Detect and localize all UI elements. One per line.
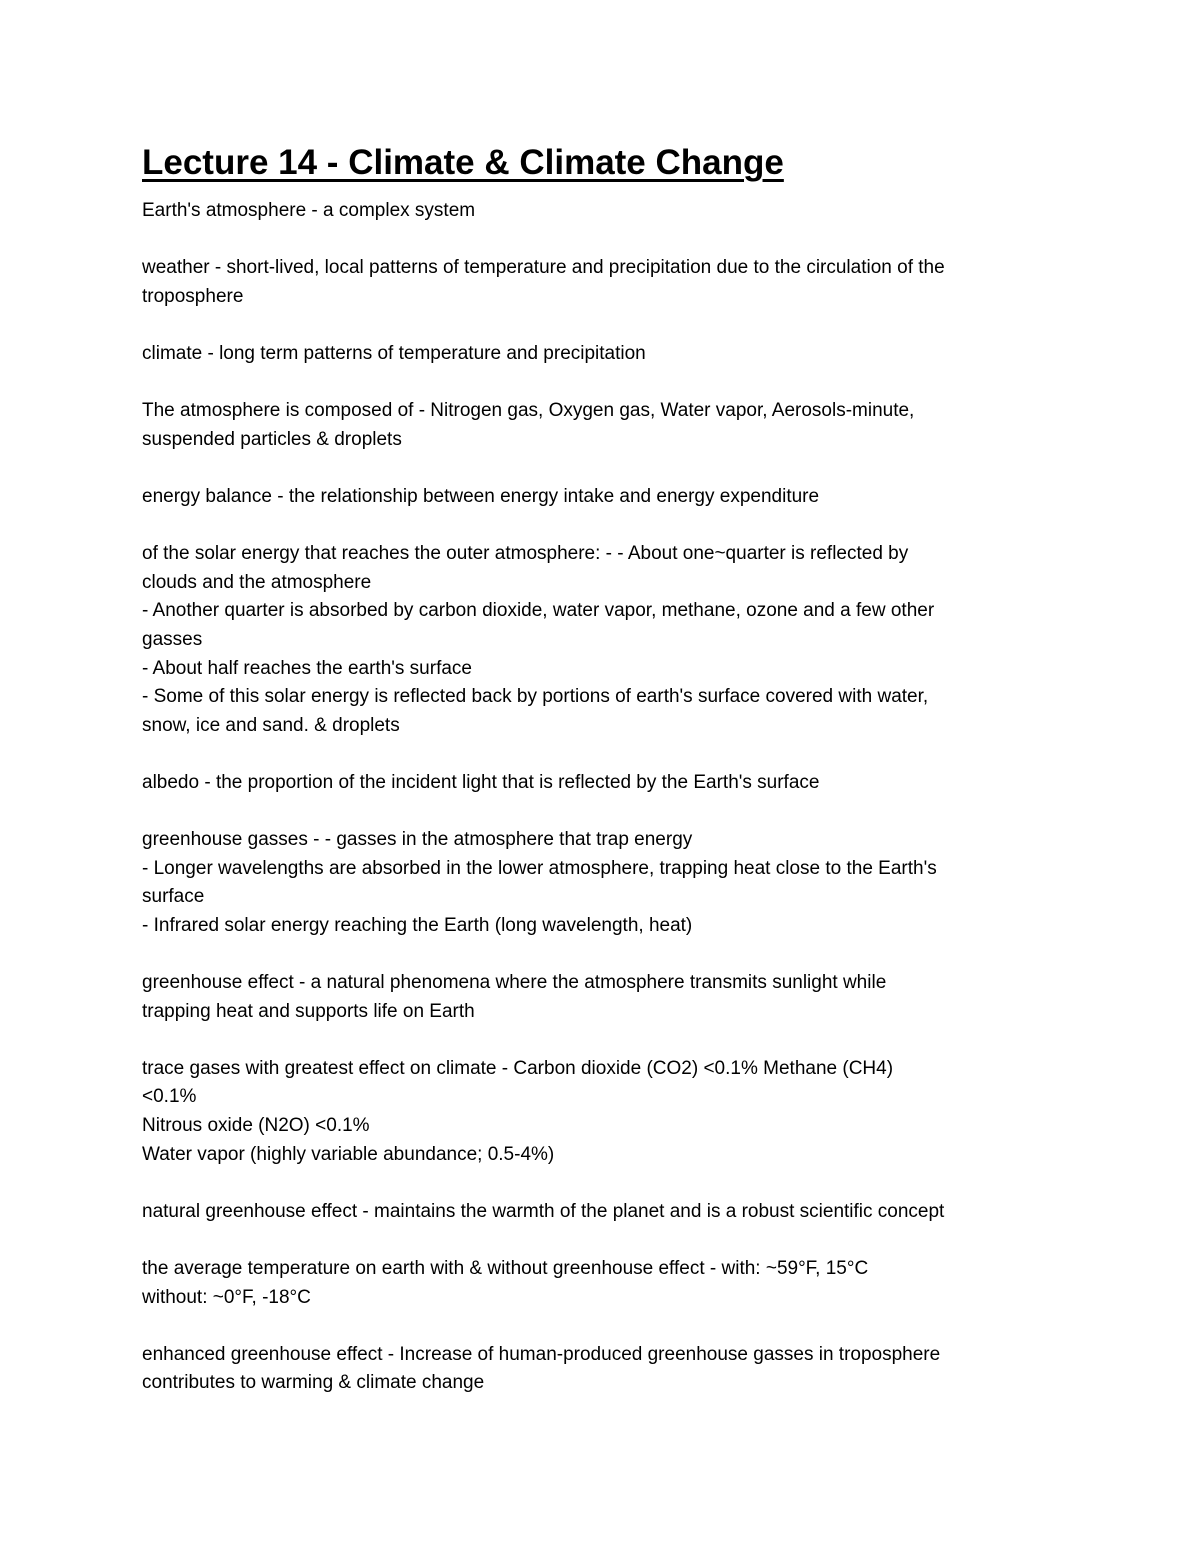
paragraph-albedo: [142, 769, 1072, 798]
text-line: troposphere: [142, 285, 244, 307]
document-page: [142, 140, 1072, 1398]
paragraph-natural-greenhouse-effect: [142, 1198, 1072, 1227]
text-line: Earth's atmosphere - a complex system: [142, 200, 476, 221]
text-line: clouds and the atmosphere: [142, 571, 372, 593]
text-line: snow, ice and sand. & droplets: [142, 714, 400, 736]
text-line: - Longer wavelengths are absorbed in the lower atmosphere, trapping heat close to the Earth's: [142, 857, 937, 879]
text-line: contributes to warming & climate change: [142, 1372, 485, 1394]
paragraph-greenhouse-gasses: [142, 826, 1072, 940]
paragraph-energy-balance: [142, 483, 1072, 512]
text-line: gasses: [142, 628, 203, 650]
document-title: Lecture 14 - Climate & Climate Change: [142, 143, 784, 182]
text-line: The atmosphere is composed of - Nitrogen gas, Oxygen gas, Water vapor, Aerosols-minute,: [142, 400, 915, 422]
text-line: - Some of this solar energy is reflected back by portions of earth's surface covered with water,: [142, 686, 929, 708]
text-line: the average temperature on earth with & without greenhouse effect - with: ~59°F, 15°C: [142, 1257, 869, 1279]
text-line: - About half reaches the earth's surface: [142, 657, 472, 679]
text-line: albedo - the proportion of the incident light that is reflected by the Earth's surface: [142, 771, 820, 793]
text-line: trace gases with greatest effect on climate - Carbon dioxide (CO2) <0.1% Methane (CH4): [142, 1057, 894, 1079]
paragraph-climate: [142, 340, 1072, 369]
paragraph-atmosphere-composition: [142, 397, 1072, 454]
paragraph-solar-energy: [142, 540, 1072, 740]
text-line: suspended particles & droplets: [142, 428, 402, 450]
text-line: <0.1%: [142, 1086, 197, 1108]
text-line: greenhouse gasses - - gasses in the atmosphere that trap energy: [142, 829, 693, 851]
paragraph-greenhouse-effect: [142, 969, 1072, 1026]
text-line: climate - long term patterns of temperature and precipitation: [142, 342, 646, 364]
paragraph-average-temperature: [142, 1255, 1072, 1312]
paragraph-atmosphere-system: [142, 197, 1072, 226]
text-line: surface: [142, 886, 205, 908]
text-line: energy balance - the relationship between energy intake and energy expenditure: [142, 485, 820, 507]
text-line: without: ~0°F, -18°C: [142, 1286, 311, 1308]
text-line: of the solar energy that reaches the outer atmosphere: - - About one~quarter is reflected by: [142, 543, 909, 565]
paragraph-enhanced-greenhouse-effect: [142, 1341, 1072, 1398]
text-line: greenhouse effect - a natural phenomena where the atmosphere transmits sunlight while: [142, 972, 887, 994]
text-line: weather - short-lived, local patterns of temperature and precipitation due to the circulation of the: [142, 257, 945, 279]
text-line: - Another quarter is absorbed by carbon dioxide, water vapor, methane, ozone and a few other: [142, 600, 935, 622]
text-line: - Infrared solar energy reaching the Earth (long wavelength, heat): [142, 914, 693, 936]
text-line: enhanced greenhouse effect - Increase of human-produced greenhouse gasses in troposphere: [142, 1343, 941, 1365]
text-line: Water vapor (highly variable abundance; 0.5-4%): [142, 1143, 555, 1165]
text-line: Nitrous oxide (N2O) <0.1%: [142, 1115, 370, 1136]
text-line: trapping heat and supports life on Earth: [142, 1000, 475, 1022]
paragraph-weather: [142, 254, 1072, 311]
paragraph-trace-gases: [142, 1055, 1072, 1169]
text-line: natural greenhouse effect - maintains the warmth of the planet and is a robust scientific concept: [142, 1200, 945, 1222]
